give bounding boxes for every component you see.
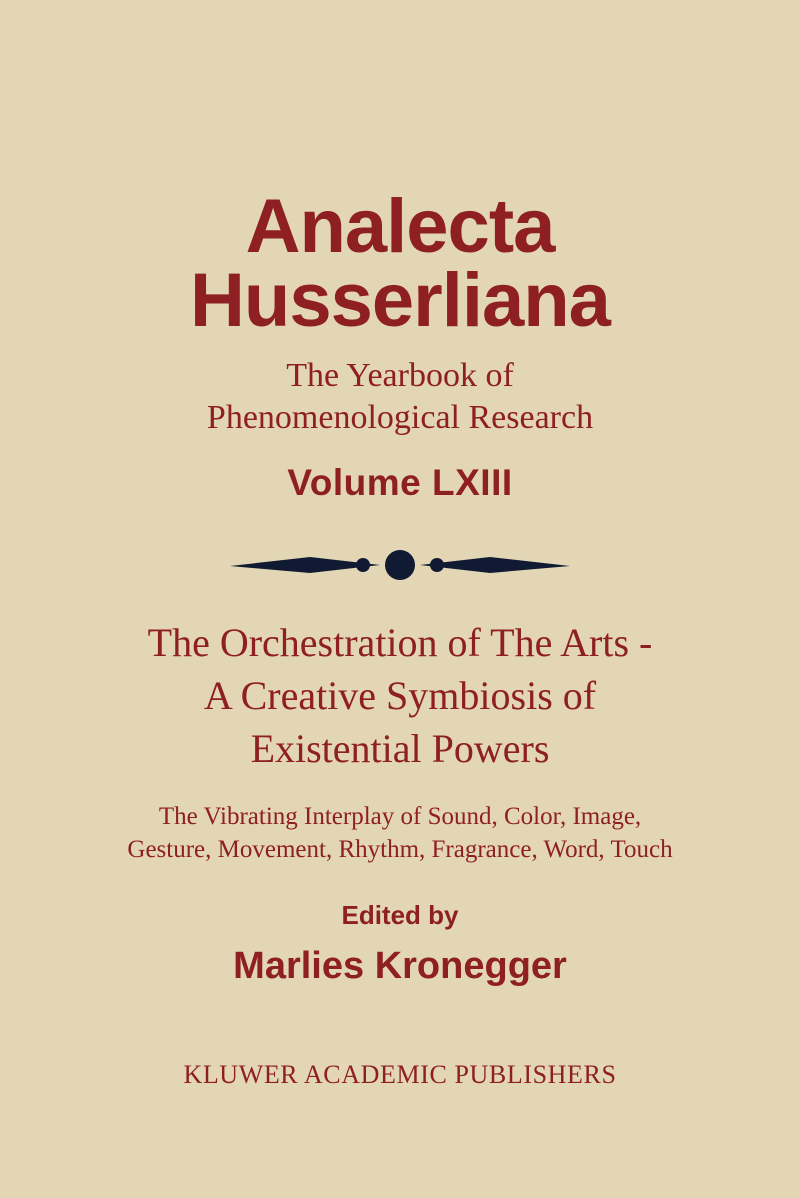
- series-subtitle-line2: Phenomenological Research: [206, 398, 594, 436]
- book-title-line2: A Creative Symbiosis of: [203, 673, 597, 719]
- publisher-name: KLUWER ACADEMIC PUBLISHERS: [183, 1060, 617, 1089]
- diamond-rule-ornament: [80, 540, 720, 590]
- series-title-line2: Husserliana: [190, 257, 610, 343]
- title-block: [0, 616, 800, 867]
- series-block: [0, 184, 800, 504]
- book-subtitle-line2: Gesture, Movement, Rhythm, Fragrance, Word, Touch: [127, 836, 673, 864]
- book-subtitle-line1: The Vibrating Interplay of Sound, Color, Image,: [158, 802, 642, 830]
- editor-block: [0, 900, 800, 988]
- series-subtitle: [0, 355, 800, 438]
- book-title: [0, 616, 800, 776]
- book-title-line1: The Orchestration of The Arts -: [147, 620, 653, 665]
- series-title: [0, 184, 800, 343]
- editor-name: Marlies Kronegger: [233, 945, 567, 987]
- series-title-line1: Analecta: [245, 184, 555, 269]
- volume-number: Volume LXIII: [287, 462, 513, 504]
- series-subtitle-line1: The Yearbook of: [286, 357, 514, 395]
- book-subtitle: [0, 800, 800, 868]
- edited-by-label: Edited by: [341, 900, 459, 930]
- book-title-line3: Existential Powers: [250, 726, 550, 772]
